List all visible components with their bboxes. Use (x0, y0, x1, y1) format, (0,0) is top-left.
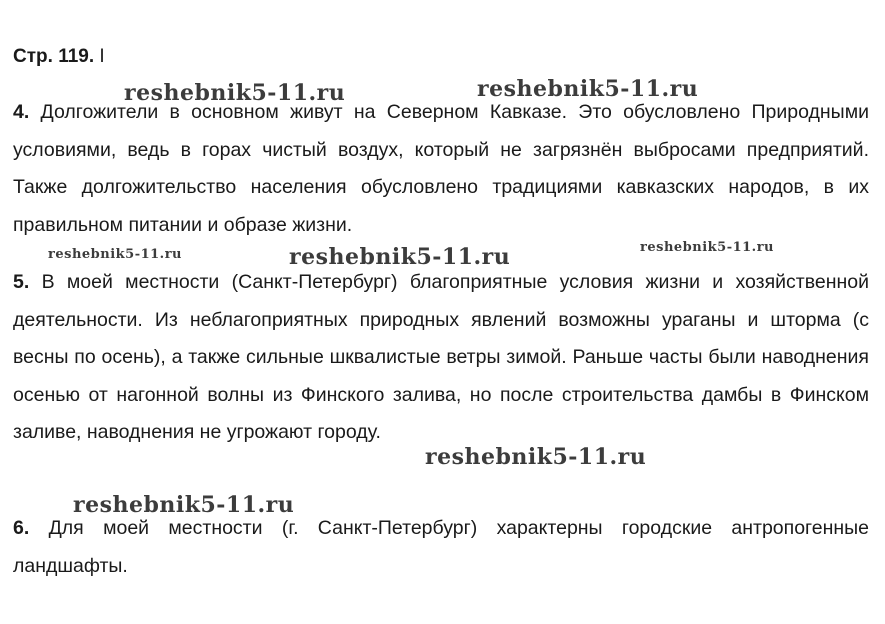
answer-paragraph-4 (13, 94, 869, 244)
page-heading (13, 38, 869, 76)
answer-paragraph-6 (13, 510, 869, 585)
answer-text: Для моей местности (г. Санкт-Петербург) характерны городские антропогенные ландшафты. (13, 517, 869, 577)
watermark: reshebnik5-11.ru (640, 240, 775, 255)
watermark: reshebnik5-11.ru (124, 80, 346, 106)
watermark: reshebnik5-11.ru (48, 247, 183, 262)
watermark: reshebnik5-11.ru (73, 492, 295, 518)
answer-number: 4. (13, 101, 30, 123)
answer-text: Долгожители в основном живут на Северном Кавказе. Это обусловлено Природными условиями, ведь в горах чистый воздух, который не загрязнён выбросами предприятий. Также долгожительство населения обусловлено традициями кавказских народов, в их правильном питании и образе жизни. (13, 101, 869, 236)
page-number-title: Стр. 119. (13, 46, 95, 67)
answer-paragraph-5 (13, 264, 869, 452)
answer-number: 6. (13, 517, 30, 539)
text-cursor: I (99, 46, 105, 67)
watermark: reshebnik5-11.ru (477, 76, 699, 102)
watermark: reshebnik5-11.ru (425, 444, 647, 470)
watermark: reshebnik5-11.ru (289, 244, 511, 270)
answer-text: В моей местности (Санкт-Петербург) благоприятные условия жизни и хозяйственной деятельности. Из неблагоприятных природных явлений возможны ураганы и шторма (с весны по осень), а также сильные шквалистые ветры зимой. Раньше часты были наводнения осенью от нагонной волны из Финского залива, но после строительства дамбы в Финском заливе, наводнения не угрожают городу. (13, 271, 869, 443)
answer-number: 5. (13, 271, 30, 293)
